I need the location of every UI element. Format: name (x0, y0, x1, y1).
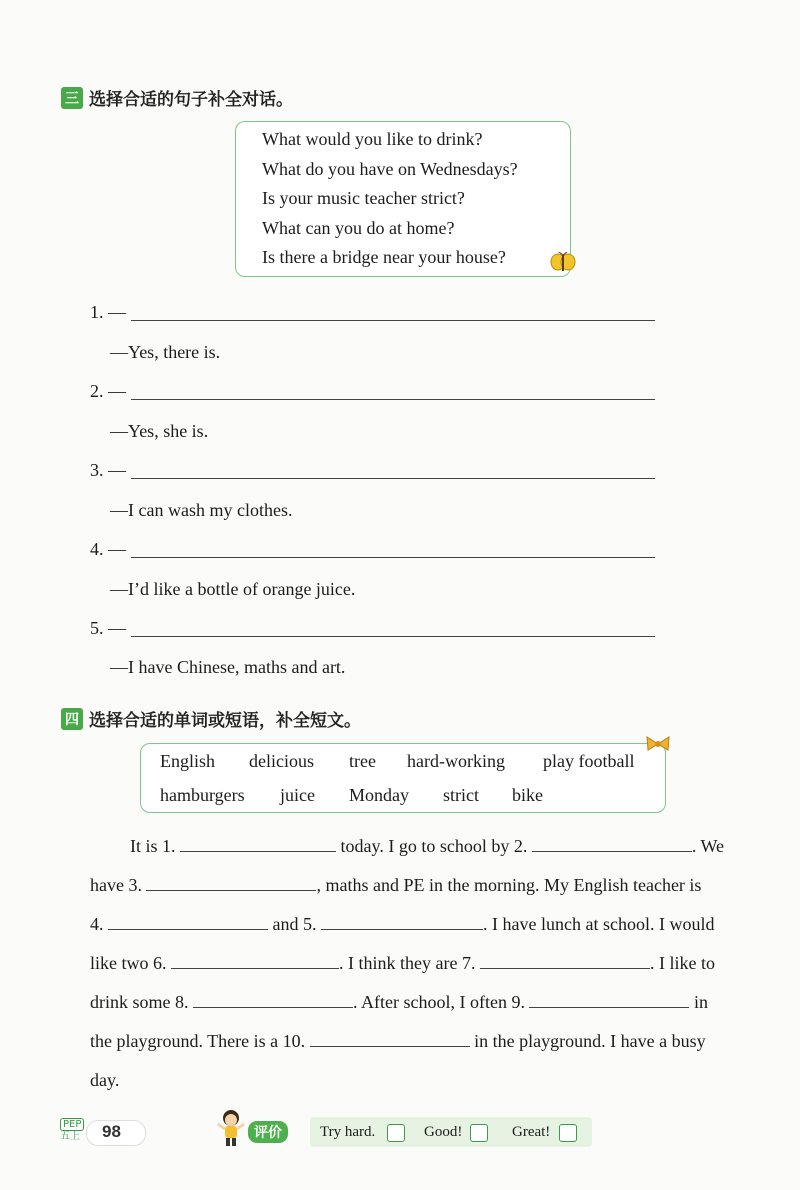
dialogue-reply: —Yes, there is. (110, 342, 221, 362)
passage-line-1 (130, 836, 724, 857)
answer-blank[interactable] (131, 557, 655, 558)
section-3-header (61, 85, 293, 110)
blank-9[interactable] (529, 1006, 689, 1008)
word-option: bike (512, 785, 543, 805)
sentence-option: What can you do at home? (262, 218, 455, 238)
passage-line-3 (90, 914, 714, 935)
word-bank (140, 743, 666, 813)
passage-text: . I like to (649, 953, 715, 973)
section-3-badge: 三 (61, 87, 83, 109)
dialogue-reply: —Yes, she is. (110, 421, 209, 441)
word-option: hamburgers (160, 785, 245, 805)
sentence-option: What would you like to drink? (262, 129, 483, 149)
passage-text: drink some 8. (90, 992, 189, 1012)
page-number: 98 (102, 1122, 121, 1141)
rating-label-try-hard: Try hard. (320, 1124, 376, 1140)
passage-text: in the playground. I have a busy (474, 1031, 706, 1051)
passage-text: today. I go to school by 2. (340, 836, 528, 856)
section-4-badge: 四 (61, 708, 83, 730)
passage-text: . We (691, 836, 725, 856)
sentence-option: Is there a bridge near your house? (262, 247, 506, 267)
passage-text: the playground. There is a 10. (90, 1031, 306, 1051)
passage-line-5 (90, 992, 708, 1013)
passage-text: have 3. (90, 875, 142, 895)
rating-label-great: Great! (512, 1124, 551, 1140)
answer-blank[interactable] (131, 399, 655, 400)
passage-text: . I have lunch at school. I would (483, 914, 715, 934)
passage-text: . I think they are 7. (339, 953, 476, 973)
question-number: 1. — (90, 302, 126, 322)
word-option: tree (349, 751, 376, 771)
pep-grade-label (60, 1118, 84, 1142)
passage-line-4 (90, 953, 715, 974)
word-option: delicious (249, 751, 314, 771)
word-option: play football (543, 751, 635, 771)
passage-text: in (693, 992, 708, 1012)
passage-text: . After school, I often 9. (353, 992, 525, 1012)
blank-6[interactable] (171, 967, 339, 969)
blank-7[interactable] (480, 967, 650, 969)
passage-text: and 5. (272, 914, 317, 934)
question-number: 4. — (90, 539, 126, 559)
blank-4[interactable] (108, 928, 268, 930)
passage-line-2 (90, 875, 701, 896)
blank-5[interactable] (321, 928, 483, 930)
word-option: juice (280, 785, 315, 805)
grade-label: 五上 (60, 1131, 80, 1142)
answer-blank[interactable] (131, 320, 655, 321)
passage-text: like two 6. (90, 953, 167, 973)
section-3-title: 选择合适的句子补全对话。 (89, 90, 293, 110)
evaluation-badge: 评价 (248, 1121, 288, 1143)
blank-8[interactable] (193, 1006, 353, 1008)
sentence-option: Is your music teacher strict? (262, 188, 465, 208)
pep-label: PEP (60, 1118, 84, 1131)
rating-checkbox-great[interactable] (559, 1124, 577, 1142)
word-option: hard-working (407, 751, 505, 771)
passage-text: , maths and PE in the morning. My English teacher is (316, 875, 702, 895)
mascot-icon (216, 1108, 246, 1148)
passage-text: It is 1. (130, 836, 176, 856)
blank-10[interactable] (310, 1045, 470, 1047)
passage-line-7: day. (90, 1070, 120, 1090)
dialogue-reply: —I’d like a bottle of orange juice. (110, 579, 356, 599)
butterfly-icon (550, 252, 576, 274)
blank-3[interactable] (146, 889, 316, 891)
rating-checkbox-good[interactable] (470, 1124, 488, 1142)
answer-blank[interactable] (131, 636, 655, 637)
section-4-title: 选择合适的单词或短语，补全短文。 (89, 711, 361, 731)
question-number: 2. — (90, 381, 126, 401)
blank-1[interactable] (180, 850, 336, 852)
blank-2[interactable] (532, 850, 692, 852)
passage-line-6 (90, 1031, 706, 1052)
bow-icon (645, 736, 671, 752)
sentence-option: What do you have on Wednesdays? (262, 159, 518, 179)
section-4-header (61, 706, 361, 731)
question-number: 5. — (90, 618, 126, 638)
sentence-bank (235, 121, 571, 277)
answer-blank[interactable] (131, 478, 655, 479)
word-option: Monday (349, 785, 409, 805)
rating-label-good: Good! (424, 1124, 463, 1140)
dialogue-reply: —I can wash my clothes. (110, 500, 293, 520)
word-option: strict (443, 785, 479, 805)
dialogue-reply: —I have Chinese, maths and art. (110, 657, 346, 677)
rating-checkbox-try-hard[interactable] (387, 1124, 405, 1142)
word-option: English (160, 751, 216, 771)
passage-text: 4. (90, 914, 104, 934)
question-number: 3. — (90, 460, 126, 480)
